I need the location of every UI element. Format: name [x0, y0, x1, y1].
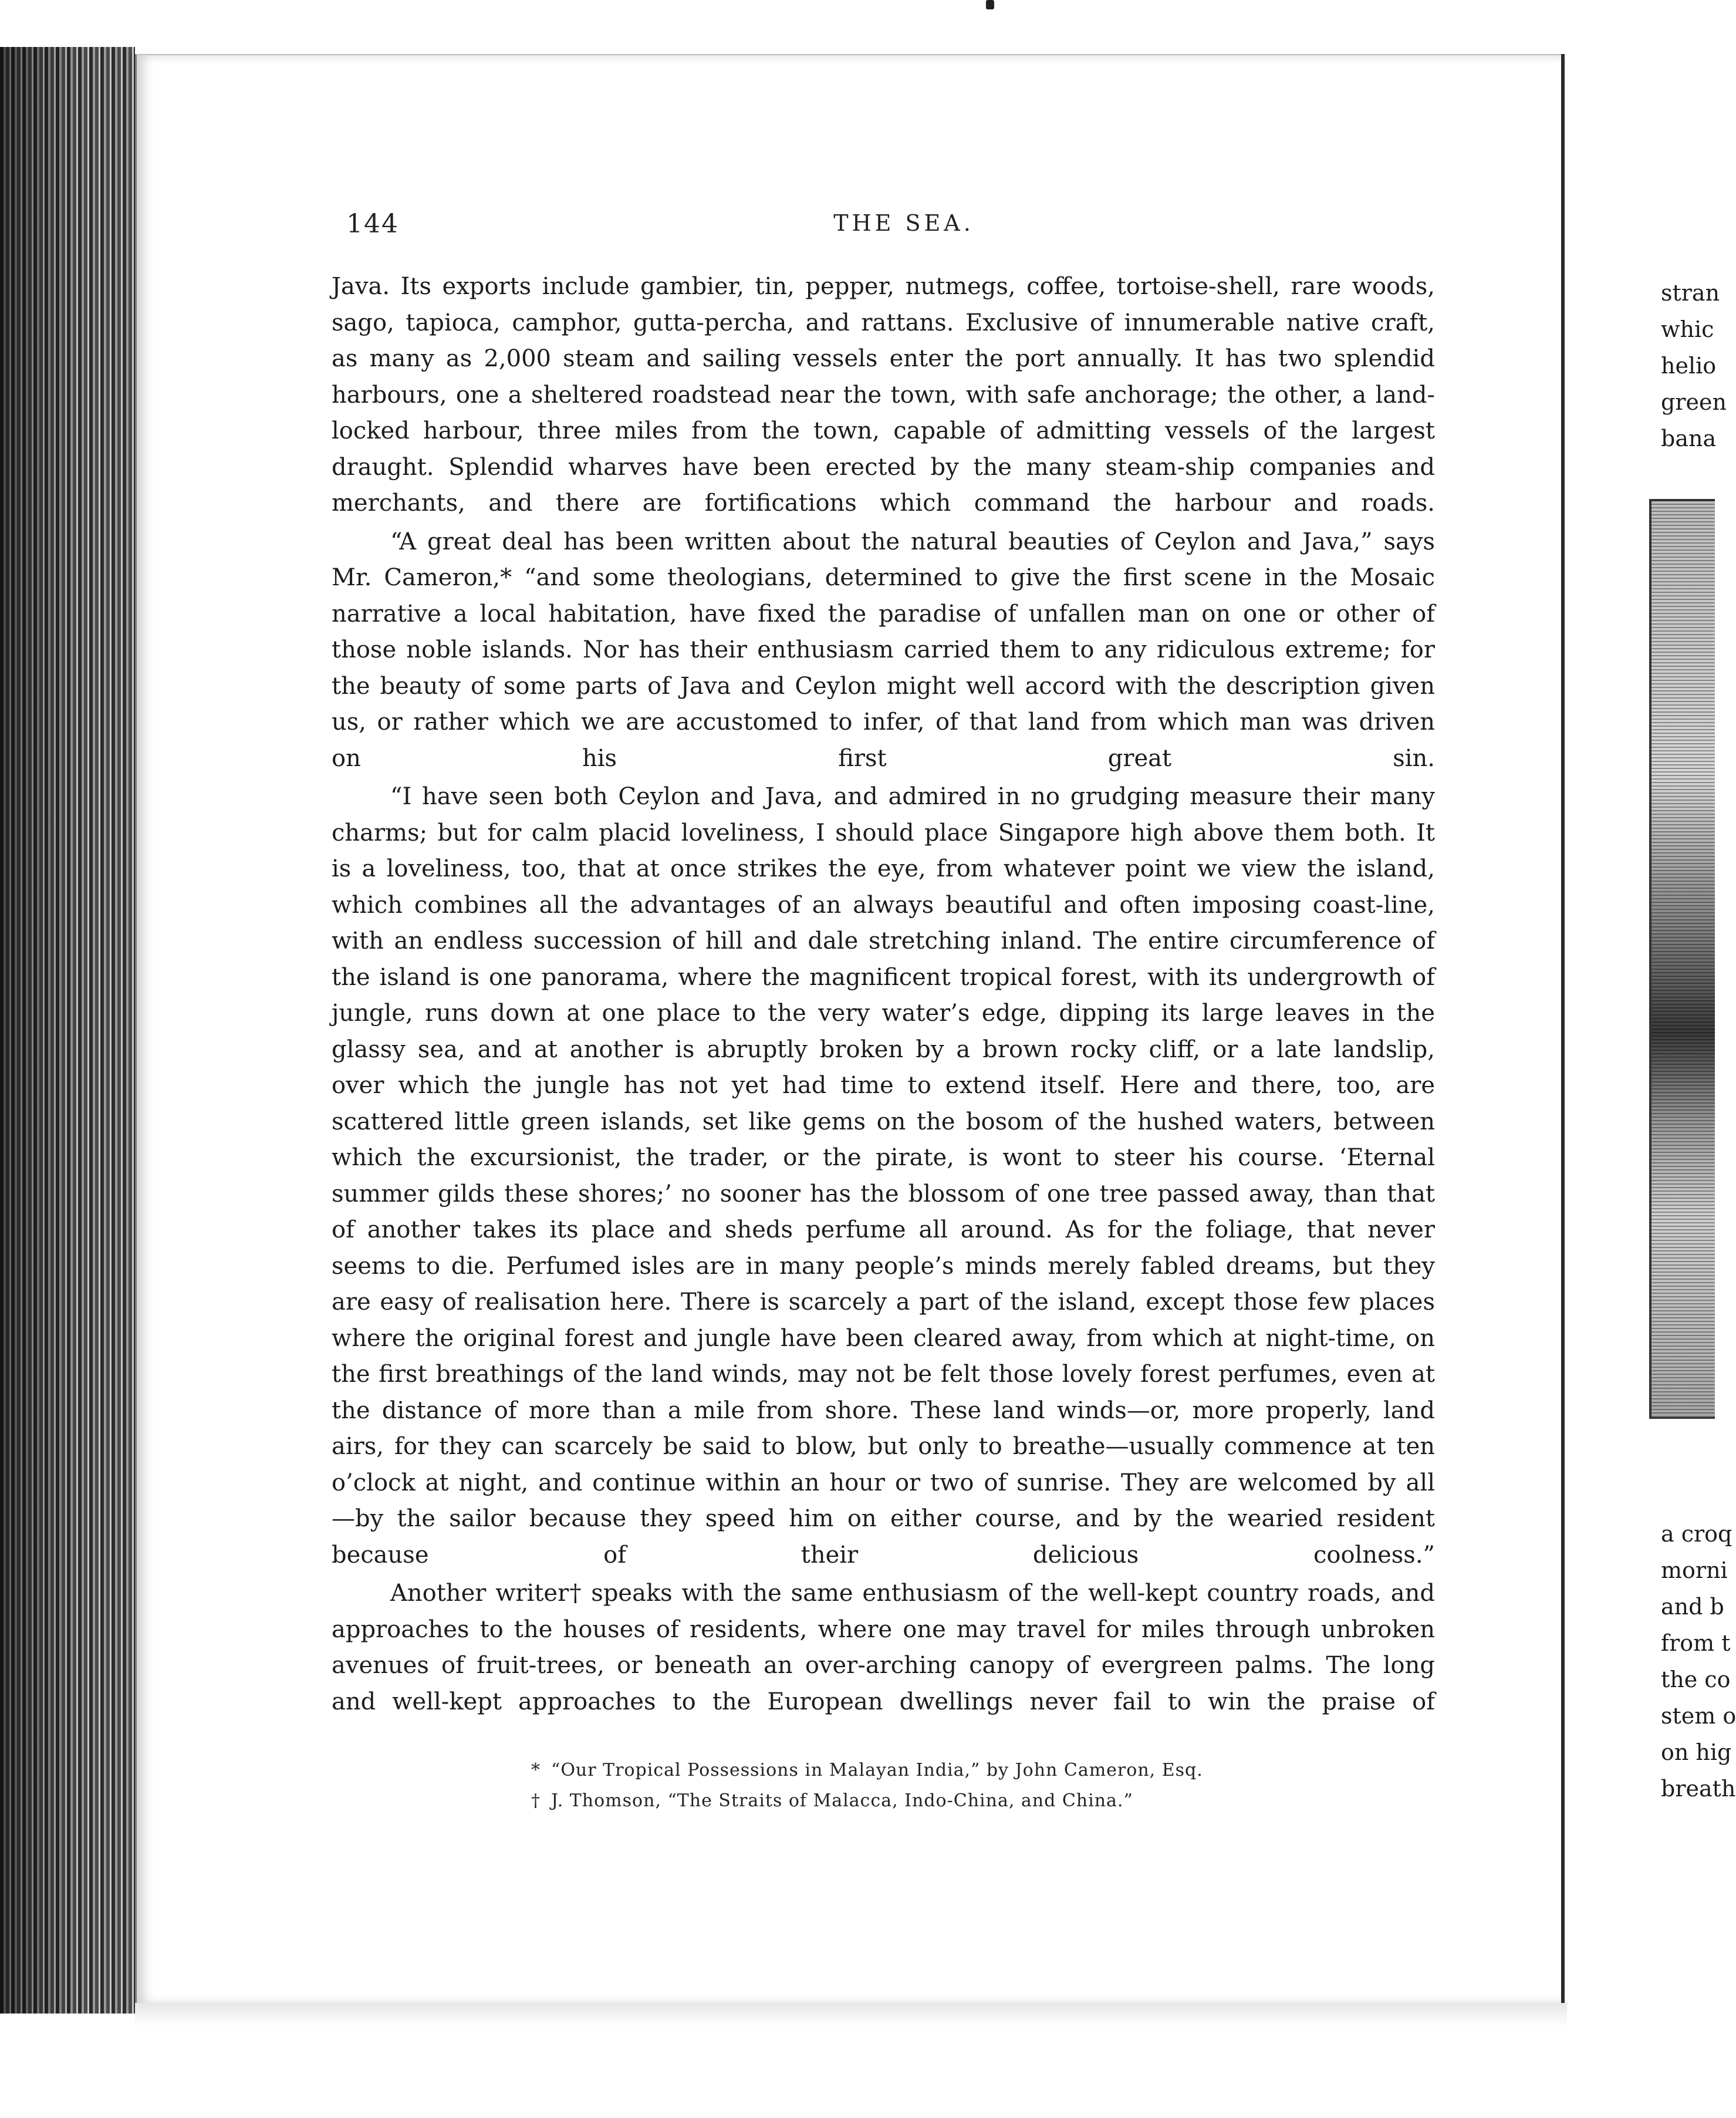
- footnote-mark: *: [531, 1760, 541, 1780]
- gutter-divider: [1561, 54, 1565, 2003]
- facing-line: the co: [1661, 1667, 1731, 1692]
- facing-line: morni: [1661, 1557, 1728, 1583]
- scan-speck: [986, 0, 994, 9]
- paragraph-2: “A great deal has been written about the natural beauties of Ceylon and Java,” says Mr. Cameron,* “and some theologians, determined to give the first scene in the Mosaic narrative a local habitation, have fixed the paradise of unfallen man on one or other of those noble islands. Nor has their enthusiasm carried them to any ridiculous extreme; for the beauty of some parts of Java and Ceylon might well accord with the description given us, or rather which we are accustomed to infer, of that land from which man was driven on his first great sin.: [332, 528, 1435, 772]
- facing-line: and b: [1661, 1594, 1724, 1620]
- footnote-text: J. Thomson, “The Straits of Malacca, Indo-China, and China.”: [551, 1790, 1133, 1811]
- facing-line: a croq: [1661, 1521, 1732, 1547]
- facing-line: stem o: [1661, 1703, 1736, 1729]
- footnote-text: “Our Tropical Possessions in Malayan India,” by John Cameron, Esq.: [551, 1760, 1203, 1780]
- running-title: THE SEA.: [833, 210, 974, 236]
- page-bottom-shadow: [135, 2003, 1567, 2026]
- facing-page-text-top: [1661, 275, 1727, 457]
- paragraph-3: “I have seen both Ceylon and Java, and admired in no grudging measure their many charms; but for calm placid loveliness, I should place Singapore high above them both. It is a loveliness, too, that at once strikes the eye, from whatever point we view the island, which combines all the advantages of an always beautiful and often imposing coast-line, with an endless succession of hill and dale stretching inland. The entire circumference of the island is one panorama, where the magnificent tropical forest, with its undergrowth of jungle, runs down at one place to the very water’s edge, dipping its large leaves in the glassy sea, and at another is abruptly broken by a brown rocky cliff, or a late landslip, over which the jungle has not yet had time to extend itself. Here and there, too, are scattered little green islands, set like gems on the bosom of the hushed waters, between which the excursionist, the trader, or the pirate, is wont to steer his course. ‘Eternal summer gilds these shores;’ no sooner has the blossom of one tree passed away, than that of another takes its place and sheds perfume all around. As for the foliage, that never seems to die. Perfumed isles are in many people’s minds merely fabled dreams, but they are easy of realisation here. There is scarcely a part of the island, except those few places where the original forest and jungle have been cleared away, from which at night-time, on the first breathings of the land winds, may not be felt those lovely forest perfumes, even at the distance of more than a mile from shore. These land winds—or, more properly, land airs, for they can scarcely be said to blow, but only to breathe—usually commence at ten o’clock at night, and continue within an hour or two of sunrise. They are welcomed by all—by the sailor because they speed him on either course, and by the wearied resident because of their delicious coolness.”: [332, 783, 1435, 1569]
- footnote: [531, 1786, 1411, 1816]
- facing-page-text-bottom: [1661, 1516, 1736, 1807]
- facing-line: bana: [1661, 426, 1717, 451]
- facing-line: from t: [1661, 1630, 1731, 1656]
- engraving-illustration: [1649, 499, 1715, 1419]
- page-number: 144: [346, 209, 399, 239]
- paragraph-4: Another writer† speaks with the same enthusiasm of the well-kept country roads, and approaches to the houses of residents, where one may travel for miles through unbroken avenues of fruit-trees, or beneath an over-arching canopy of evergreen palms. The long and well-kept approaches to the European dwellings never fail to win the praise of: [332, 1580, 1435, 1715]
- facing-line: breath: [1661, 1776, 1736, 1802]
- running-head: [346, 209, 1461, 244]
- facing-line: green: [1661, 389, 1727, 415]
- paragraph-1: Java. Its exports include gambier, tin, pepper, nutmegs, coffee, tortoise-shell, rare woods, sago, tapioca, camphor, gutta-percha, and rattans. Exclusive of innumerable native craft, as many as 2,000 steam and sailing vessels enter the port annually. It has two splendid harbours, one a sheltered roadstead near the town, with safe anchorage; the other, a land-locked harbour, three miles from the town, capable of admitting vessels of the largest draught. Splendid wharves have been erected by the many steam-ship companies and merchants, and there are fortifications which command the harbour and roads.: [332, 273, 1435, 517]
- footnote-mark: †: [531, 1790, 541, 1811]
- footnote: [531, 1755, 1411, 1786]
- book-page-edges: [0, 47, 135, 2014]
- facing-line: helio: [1661, 353, 1717, 379]
- facing-line: whic: [1661, 316, 1714, 342]
- body-text: [332, 269, 1435, 1720]
- footnotes: [531, 1755, 1411, 1816]
- facing-line: stran: [1661, 280, 1720, 306]
- facing-line: on hig: [1661, 1739, 1732, 1765]
